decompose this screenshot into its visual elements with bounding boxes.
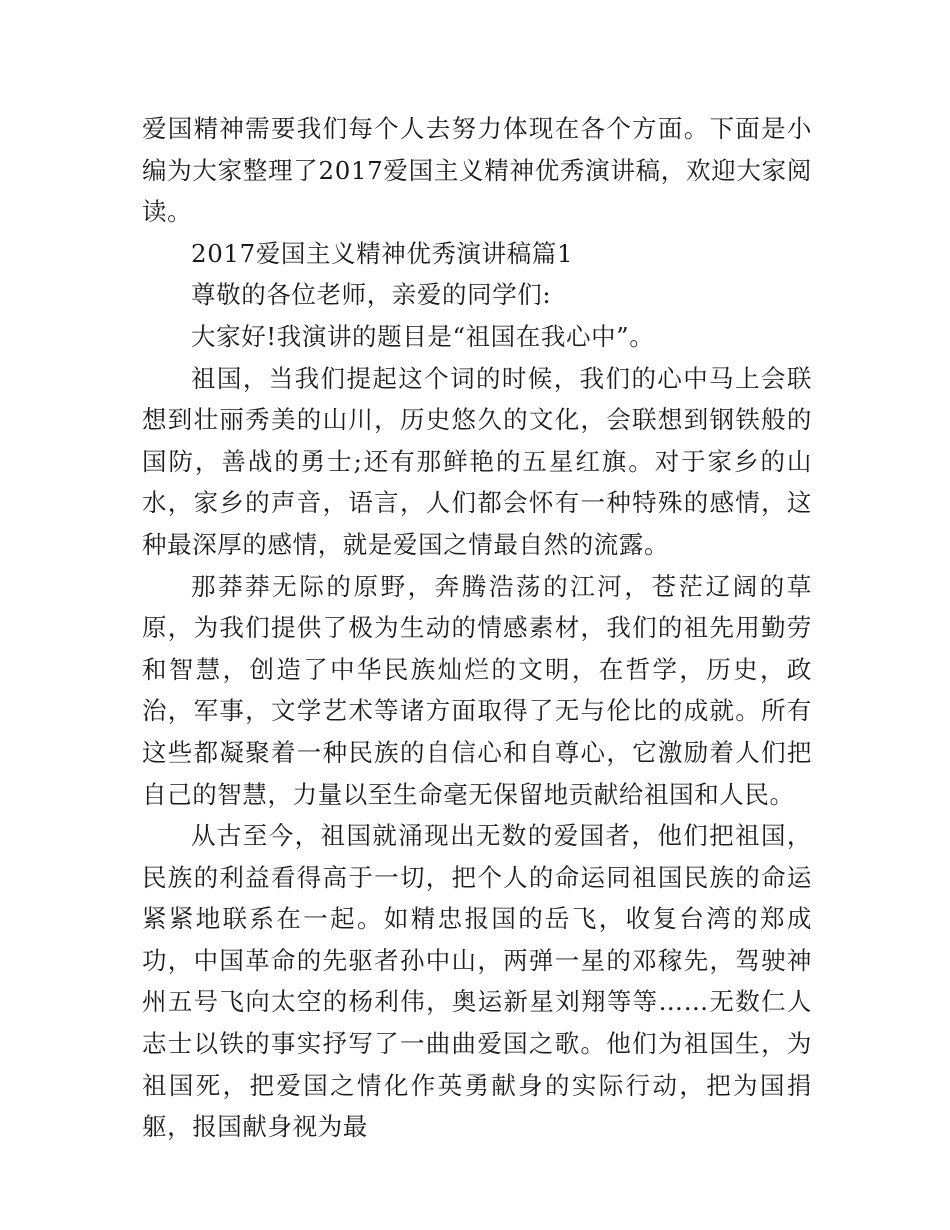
greeting-paragraph: 大家好!我演讲的题目是“祖国在我心中”。 <box>191 321 655 351</box>
body-paragraph: 祖国，当我们提起这个词的时候，我们的心中马上会联想到壮丽秀美的山川，历史悠久的文化，会联想到钢铁般的国防，善战的勇士;还有那鲜艳的五星红旗。对于家乡的山水，家乡的声音，语言，人们都会怀有一种特殊的感情，这种最深厚的感情，就是爱国之情最自然的流露。 <box>142 363 812 559</box>
intro-paragraph: 爱国精神需要我们每个人去努力体现在各个方面。下面是小编为大家整理了2017爱国主义精神优秀演讲稿，欢迎大家阅读。 <box>142 114 812 227</box>
document-page <box>142 108 812 1148</box>
body-paragraph: 从古至今，祖国就涌现出无数的爱国者，他们把祖国，民族的利益看得高于一切，把个人的命运同祖国民族的命运紧紧地联系在一起。如精忠报国的岳飞，收复台湾的郑成功，中国革命的先驱者孙中山，两弹一星的邓稼先，驾驶神州五号飞向太空的杨利伟，奥运新星刘翔等等……无数仁人志士以铁的事实抒写了一曲曲爱国之歌。他们为祖国生，为祖国死，把爱国之情化作英勇献身的实际行动，把为国捐躯，报国献身视为最 <box>142 821 812 1142</box>
body-paragraph: 那莽莽无际的原野，奔腾浩荡的江河，苍茫辽阔的草原，为我们提供了极为生动的情感素材，我们的祖先用勤劳和智慧，创造了中华民族灿烂的文明，在哲学，历史，政治，军事，文学艺术等诸方面取得了无与伦比的成就。所有这些都凝聚着一种民族的自信心和自尊心，它激励着人们把自己的智慧，力量以至生命毫无保留地贡献给祖国和人民。 <box>142 571 812 809</box>
salutation: 尊敬的各位老师，亲爱的同学们: <box>191 280 552 310</box>
speech-title: 2017爱国主义精神优秀演讲稿篇1 <box>191 238 574 268</box>
